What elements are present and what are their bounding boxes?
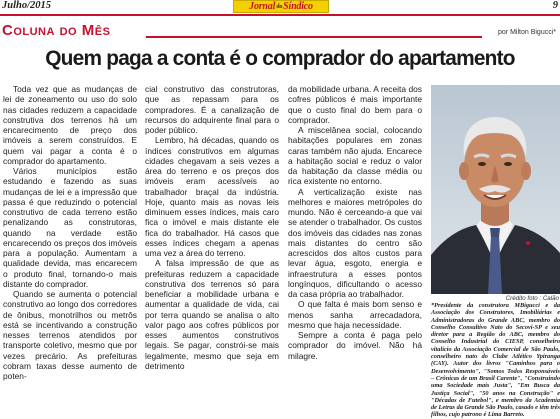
author-photo (431, 85, 560, 294)
paragraph: A falsa impressão de que as prefeituras reduzem a capacidade construtiva dos terrenos só para beneficiar a mobilidade urbana e aumentar a qualidade de vida, cai por terra quando se analisa o alto valor pago aos cofres públicos por esses aumentos construtivos legais. Se pagar, constrói-se mais legalmente, mesmo que seja em detrimento (145, 258, 279, 371)
paragraph: Quando se aumenta o potencial construtivo ao longo dos corredores de ônibus, monotrilhos ou metrôs está se incentivando a construção nesses terrenos atendidos por transporte coletivo, mesmo que por vezes precário. As prefeituras cobram taxas desse aumento de poten- (3, 289, 137, 381)
portrait-illustration (431, 85, 560, 294)
article-column-3 (288, 84, 422, 361)
paragraph: A verticalização existe nas melhores e maiores metrópoles do mundo. Não é cerceando-a que vai se atender o trabalhador. Os custos dos imóveis das cidades nas zonas mais distantes do centro são acrescidos dos altos custos para levar água, esgoto, energia e infraestrutura a esses pontos longínquos, dificultando o acesso da casa própria ao trabalhador. (288, 186, 422, 299)
section-rule (146, 36, 482, 38)
photo-credit: Crédito foto : Calão (505, 295, 559, 302)
paragraph: Sempre a conta é paga pelo comprador do imóvel. Não há milagre. (288, 330, 422, 361)
paragraph: da mobilidade urbana. A receita dos cofres públicos é mais importante que o custo final do bem para o comprador. (288, 84, 422, 125)
paragraph: Toda vez que as mudanças de lei de zoneamento ou uso do solo nas cidades reduzem a capacidade construtiva dos terrenos há um encarecimento de preço dos imóveis a serem construídos. E quem vai pagar a conta é o comprador do apartamento. (3, 84, 137, 166)
header-rule (0, 14, 560, 16)
logo-word-right: Síndico (283, 1, 313, 12)
paragraph: O que falta é mais bom senso e menos sanha arrecadadora, mesmo que haja necessidade. (288, 299, 422, 330)
article-headline: Quem paga a conta é o comprador do apartamento (45, 46, 515, 70)
issue-date: Julho/2015 (2, 0, 52, 11)
logo-word-left: Jornal (249, 1, 276, 12)
author-byline: por Milton Bigucci* (498, 29, 556, 36)
section-title: Coluna do Mês (2, 22, 111, 39)
page-number: 9 (552, 0, 558, 11)
logo-word-mid: do (276, 3, 283, 10)
newspaper-logo (233, 0, 329, 13)
paragraph: A miscelânea social, colocando habitações populares em zonas caras também não ajuda. Encarece a habitação social e reduz o valor da habitação da classe média ou rica existente no entorno. (288, 125, 422, 187)
article-column-2 (145, 84, 279, 371)
paragraph: cial construtivo das construtoras, que as repassam para os compradores. É a canalização de recursos do adquirente final para o poder público. (145, 84, 279, 135)
paragraph: Lembro, há décadas, quando os índices construtivos em algumas cidades chegavam a seis vezes a área do terreno e os preços dos imóveis eram acessíveis ao trabalhador braçal da indústria. Hoje, quanto mais as novas leis diminuem esses índices, mais caro fica o imóvel e mais distante ele fica do trabalhador. Há casos que esses índices chegam a apenas uma vez a área do terreno. (145, 135, 279, 258)
page-header (0, 0, 560, 12)
paragraph: Vários municípios estão estudando e fazendo as suas mudanças de lei e a impressão que passa é que reduzindo o potencial construtivo de cada terreno estão penalizando as construtoras, quando na verdade estão encarecendo os preços dos imóveis para a população. Aumentam a qualidade devida, mas encarecem o produto final, tornando-o mais distante do comprador. (3, 166, 137, 289)
author-bio-caption: *Presidente da construtora MBigucci e da Associação dos Construtores, Imobiliárias e Administradoras do Grande ABC, membro do Conselho Consultivo Nato do Secovi-SP e seu diretor para a Região do ABC, membro do Conselho Industrial do CIESP, conselheiro vitalício da Associação Comercial de São Paulo, conselheiro nato do Clube Atlético Ypiranga (CAY). Autor dos livros "Caminhos para o Desenvolvimento", "Somos Todos Responsáveis – Crônicas de um Brasil Carente", "Construindo uma Sociedade mais Justa", "Em Busca da Justiça Social", "50 anos na Construção" e "Décadas de Futebol", e membro da Academia de Letras da Grande São Paulo, casado e têm três filhos, cujo patrono é Lima Barreto. (431, 302, 560, 419)
article-column-1 (3, 84, 137, 381)
